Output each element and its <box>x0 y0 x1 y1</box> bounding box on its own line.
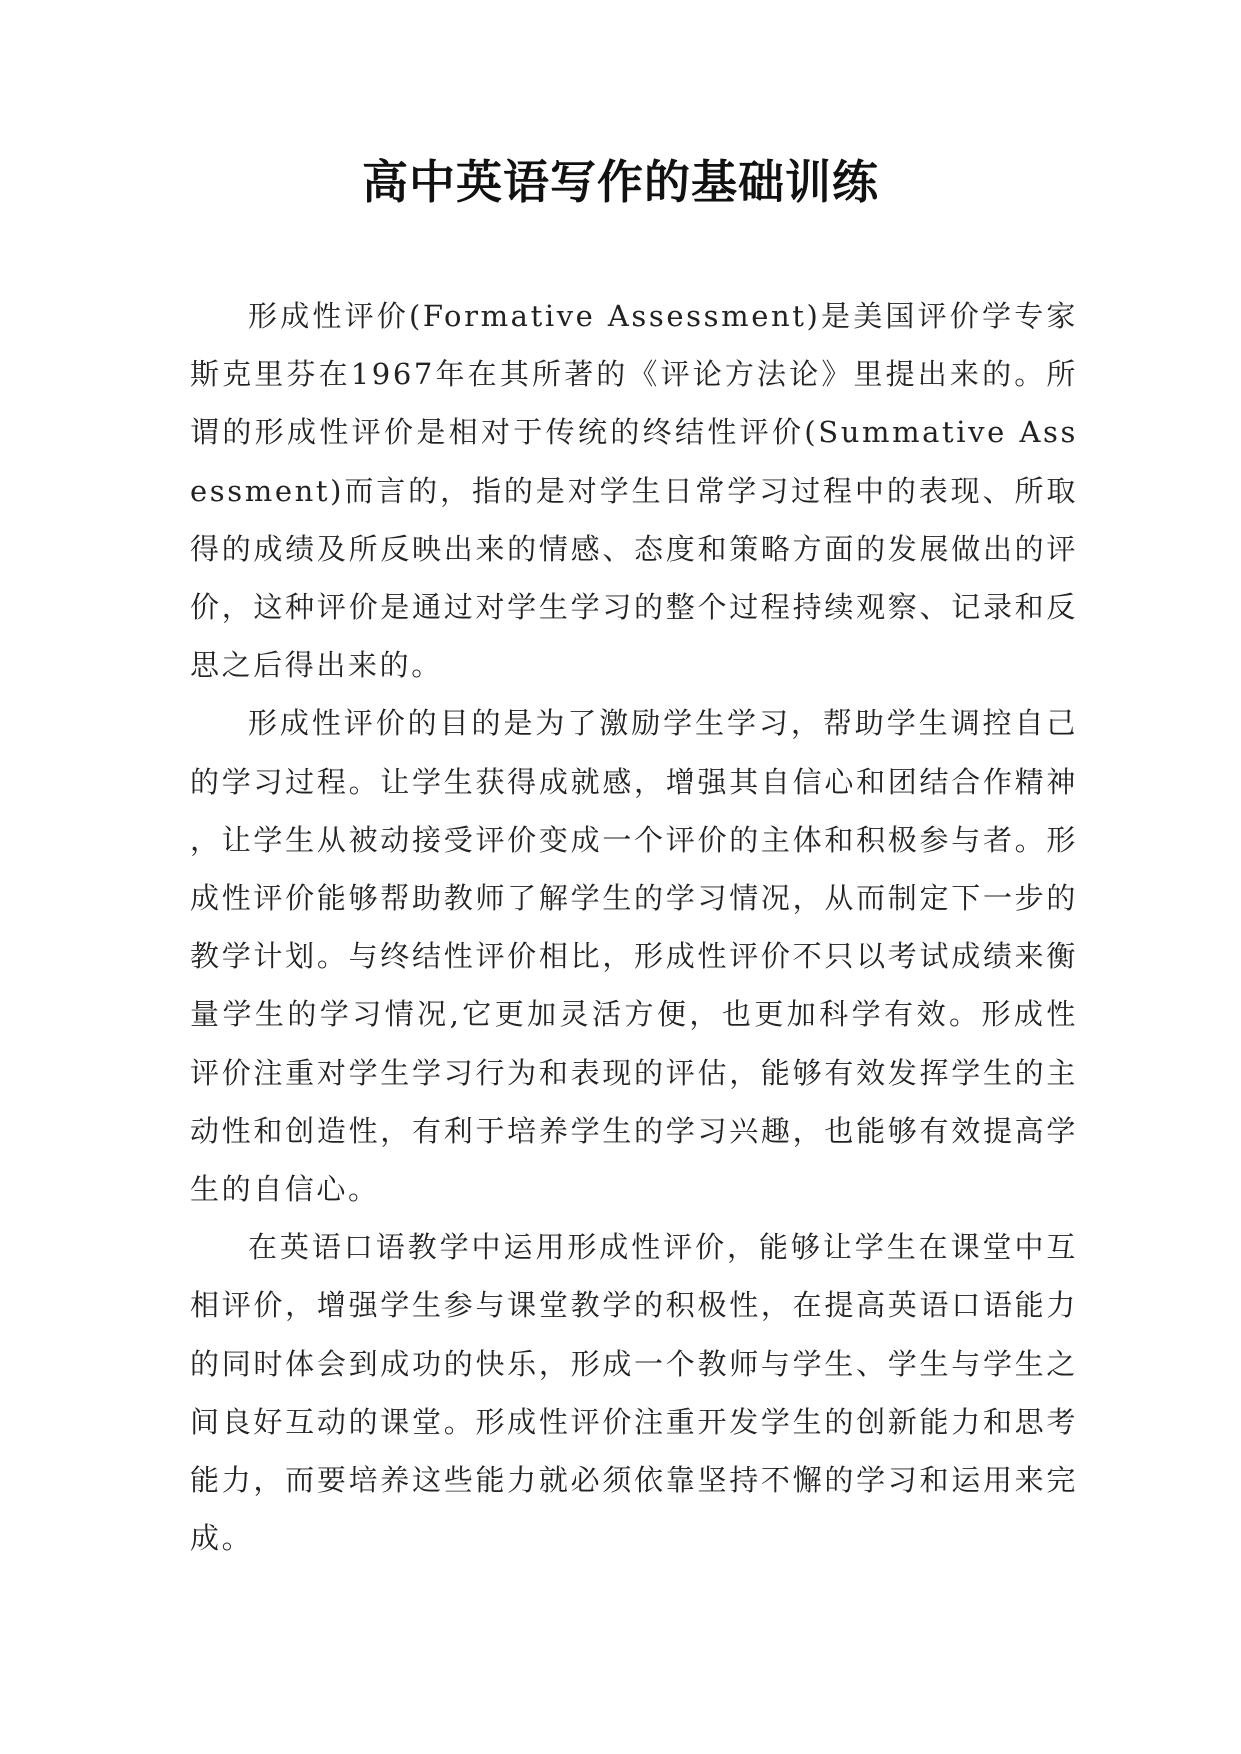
paragraph-2: 形成性评价的目的是为了激励学生学习，帮助学生调控自己的学习过程。让学生获得成就感，增强其自信心和团结合作精神，让学生从被动接受评价变成一个评价的主体和积极参与者。形成性评价能够帮助教师了解学生的学习情况，从而制定下一步的教学计划。与终结性评价相比，形成性评价不只以考试成绩来衡量学生的学习情况,它更加灵活方便，也更加科学有效。形成性评价注重对学生学习行为和表现的评估，能够有效发挥学生的主动性和创造性，有利于培养学生的学习兴趣，也能够有效提高学生的自信心。 <box>190 706 1078 1207</box>
paragraph-1: 形成性评价(Formative Assessment)是美国评价学专家斯克里芬在1967年在其所著的《评论方法论》里提出来的。所谓的形成性评价是相对于传统的终结性评价(Summative Assessment)而言的，指的是对学生日常学习过程中的表现、所取得的成绩及所反映出来的情感、态度和策略方面的发展做出的评价，这种评价是通过对学生学习的整个过程持续观察、记录和反思之后得出来的。 <box>190 299 1078 683</box>
document-title: 高中英语写作的基础训练 <box>362 155 879 209</box>
paragraph-3: 在英语口语教学中运用形成性评价，能够让学生在课堂中互相评价，增强学生参与课堂教学的积极性，在提高英语口语能力的同时体会到成功的快乐，形成一个教师与学生、学生与学生之间良好互动的课堂。形成性评价注重开发学生的创新能力和思考能力，而要培养这些能力就必须依靠坚持不懈的学习和运用来完成。 <box>190 1230 1078 1556</box>
document-body <box>190 287 1078 1567</box>
